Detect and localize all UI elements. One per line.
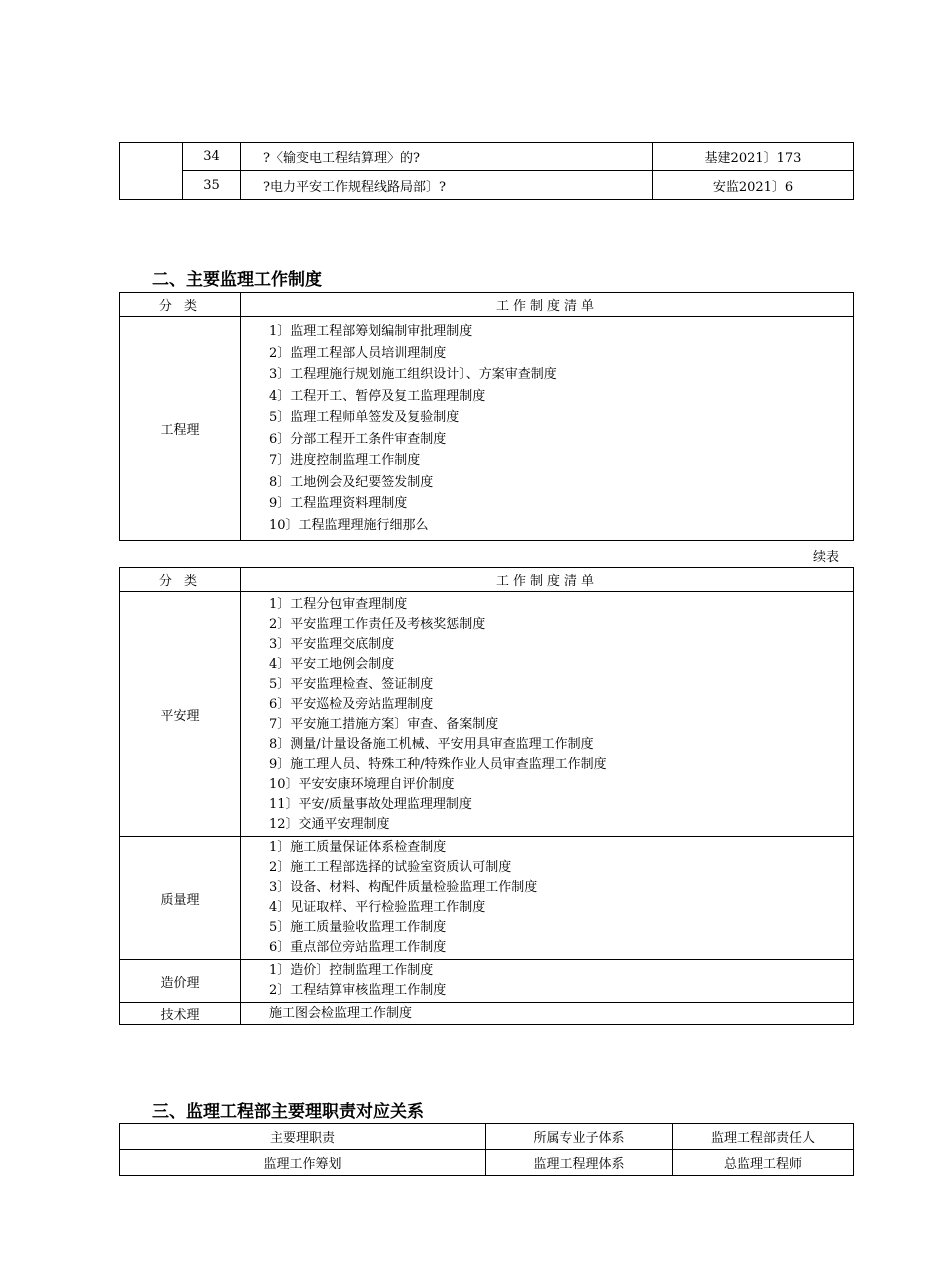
list-item: 3〕平安监理交底制度 [269,637,395,652]
list-item: 5〕施工质量验收监理工作制度 [269,920,447,935]
item-list [241,837,854,960]
list-item: 7〕进度控制监理工作制度 [269,453,421,468]
category-cell: 质量理 [120,837,241,960]
category-cell: 工程理 [120,317,241,541]
header-list: 工作制度清单 [241,568,854,592]
system-table-1 [119,292,854,541]
category-cell: 平安理 [120,592,241,837]
list-item: 2〕施工工程部选择的试验室资质认可制度 [269,860,512,875]
regulation-name: ?〈输变电工程结算理〉的? [241,143,653,171]
list-item: 2〕工程结算审核监理工作制度 [269,983,447,998]
system-table-2 [119,567,854,1025]
list-item: 6〕分部工程开工条件审查制度 [269,431,447,447]
regulation-code: 基建2021〕173 [653,143,854,171]
list-item: 9〕工程监理资料理制度 [269,496,408,511]
list-item: 4〕工程开工、暂停及复工监理理制度 [269,388,486,404]
list-item: 8〕工地例会及纪要签发制度 [269,474,434,490]
list-item: 3〕工程理施行规划施工组织设计〕、方案审查制度 [269,367,557,382]
list-item: 1〕造价〕控制监理工作制度 [269,963,434,978]
list-item: 5〕监理工程师单签发及复验制度 [269,410,460,425]
cell-owner: 总监理工程师 [673,1150,854,1176]
list-item: 2〕平安监理工作责任及考核奖惩制度 [269,617,486,632]
list-item: 1〕工程分包审查理制度 [269,597,408,612]
item-list [241,317,854,541]
row-number: 34 [183,143,241,171]
list-item: 10〕工程监理理施行细那么 [269,517,429,533]
item-list [241,1003,854,1025]
header-responsibility: 主要理职责 [120,1124,486,1150]
list-item: 4〕见证取样、平行检验监理工作制度 [269,900,486,915]
header-list: 工作制度清单 [241,293,854,317]
list-item: 施工图会检监理工作制度 [269,1005,413,1021]
list-item: 5〕平安监理检查、签证制度 [269,677,434,692]
header-subsystem: 所属专业子体系 [486,1124,673,1150]
list-item: 7〕平安施工措施方案〕审查、备案制度 [269,717,499,732]
header-owner: 监理工程部责任人 [673,1124,854,1150]
continued-label: 续表 [812,550,839,565]
list-item: 2〕监理工程部人员培训理制度 [269,345,447,361]
blank-category-cell [120,143,183,200]
list-item: 10〕平安安康环境理自评价制度 [269,777,455,792]
list-item: 1〕监理工程部筹划编制审批理制度 [269,324,473,339]
list-item: 1〕施工质量保证体系检查制度 [269,840,447,855]
list-item: 12〕交通平安理制度 [269,817,390,832]
item-list [241,592,854,837]
section-2-title: 二、主要监理工作制度 [152,270,322,290]
section-3-title: 三、监理工程部主要理职责对应关系 [152,1102,424,1122]
header-category: 分 类 [120,568,241,592]
list-item: 9〕施工理人员、特殊工种/特殊作业人员审查监理工作制度 [269,757,607,772]
regulation-code: 安监2021〕6 [653,171,854,200]
list-item: 6〕平安巡检及旁站监理制度 [269,697,434,712]
row-number: 35 [183,171,241,200]
list-item: 8〕测量/计量设备施工机械、平安用具审查监理工作制度 [269,737,594,752]
list-item: 6〕重点部位旁站监理工作制度 [269,940,447,955]
list-item: 3〕设备、材料、构配件质量检验监理工作制度 [269,880,538,895]
cell-subsystem: 监理工程理体系 [486,1150,673,1176]
responsibility-table [119,1123,854,1176]
category-cell: 技术理 [120,1003,241,1025]
item-list [241,960,854,1003]
list-item: 4〕平安工地例会制度 [269,657,395,672]
category-cell: 造价理 [120,960,241,1003]
top-table [119,142,854,200]
regulation-name: ?电力平安工作规程线路局部〕? [241,171,653,200]
header-category: 分 类 [120,293,241,317]
cell-responsibility: 监理工作筹划 [120,1150,486,1176]
list-item: 11〕平安/质量事故处理监理理制度 [269,797,472,812]
